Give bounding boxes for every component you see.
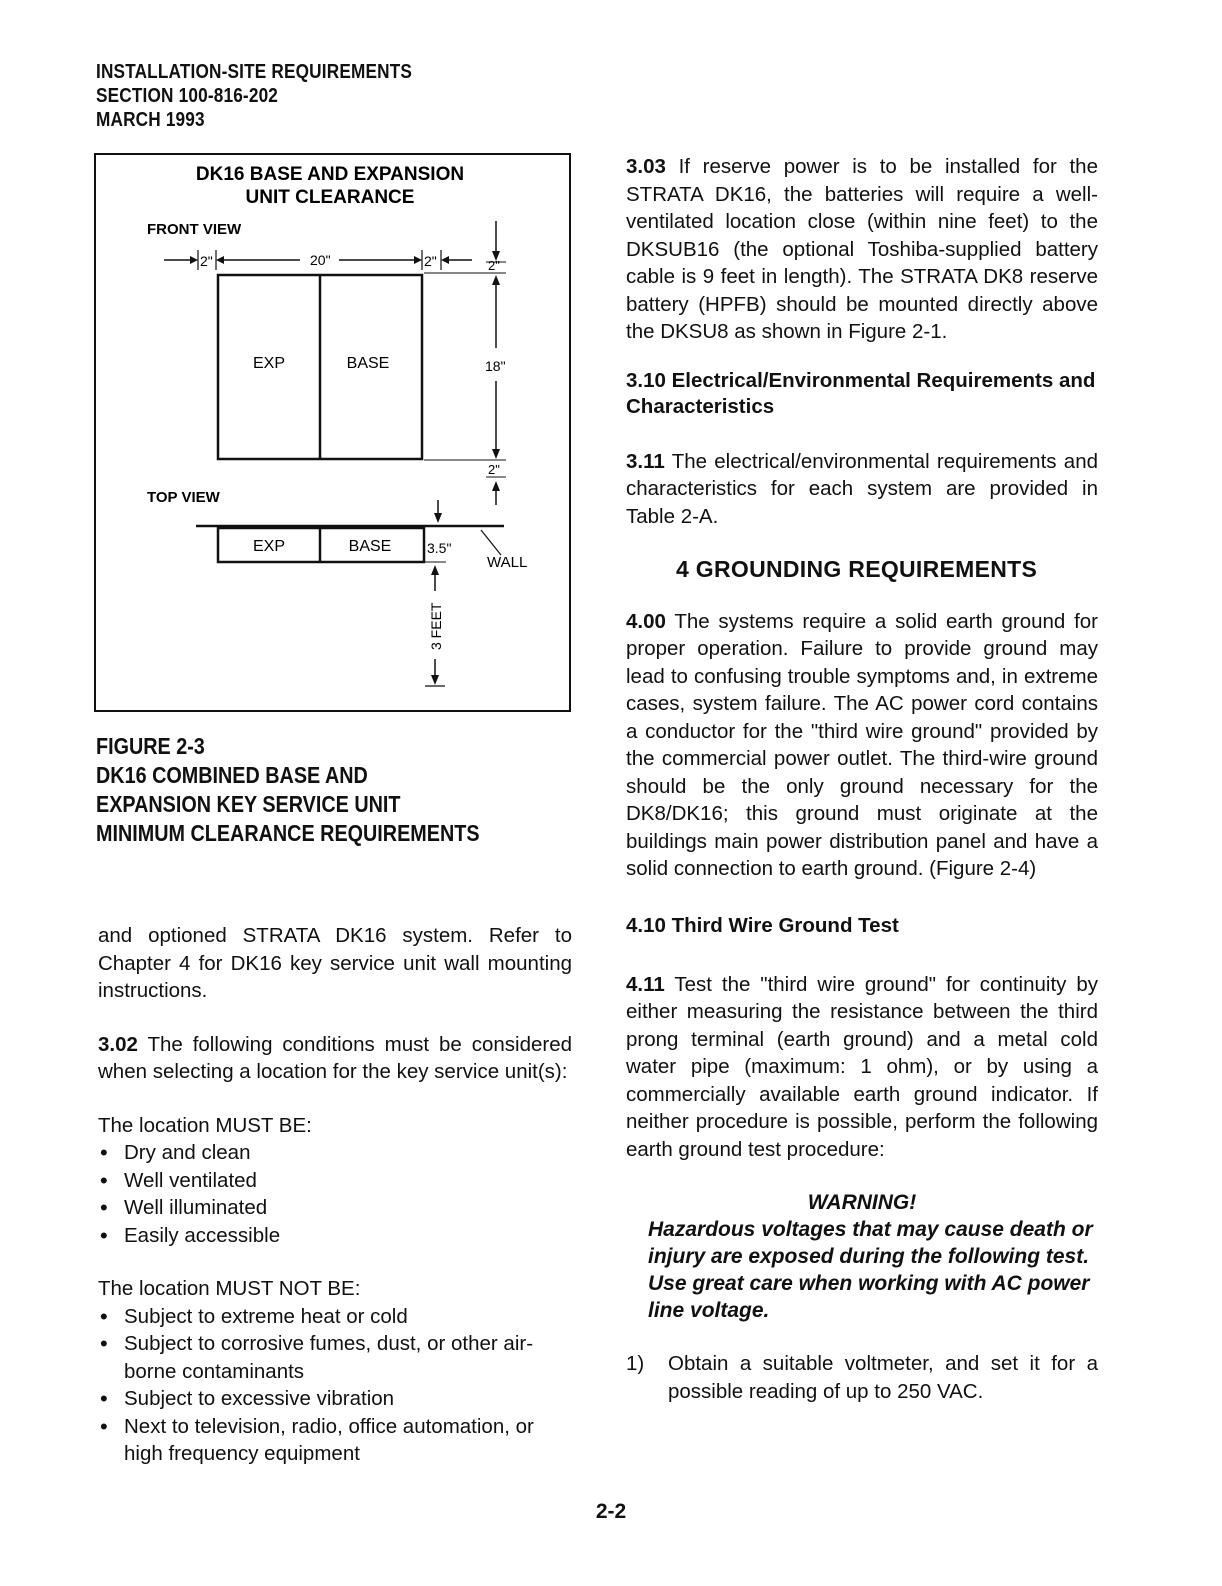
list-item: • Subject to corrosive fumes, dust, or other air-borne contaminants [98, 1330, 572, 1385]
warning-text: Hazardous voltages that may cause death or injury are exposed during the following test. Use great care when working with AC power line voltage. [648, 1218, 1093, 1322]
section-heading-grounding: 4 GROUNDING REQUIREMENTS [676, 556, 1038, 582]
paragraph-text: The electrical/environmental requirements and characteristics for each system are provided in Table 2-A. [626, 449, 1098, 528]
dim-width: 20" [310, 252, 331, 268]
top-view-label: TOP VIEW [147, 489, 220, 506]
warning-title: WARNING! [807, 1191, 917, 1214]
procedure-step [626, 1350, 1098, 1405]
must-be-intro: The location MUST BE: [98, 1113, 312, 1137]
document-header [96, 60, 412, 132]
paragraph-text: The systems require a solid earth ground for proper operation. Failure to provide ground may lead to confusing trouble symptoms and, in extreme cases, system failure. The AC power cord contains a conductor for the "third wire ground" provided by the commercial power outlet. The third-wire ground should be the only ground necessary for the DK8/DK16; this ground must originate at the buildings main power distribution panel and have a solid connection to earth ground. (Figure 2-4) [626, 609, 1098, 880]
dim-bottom-clear: 2" [488, 462, 500, 477]
must-not-intro: The location MUST NOT BE: [98, 1277, 361, 1300]
caption-figure-number: FIGURE 2-3 [96, 733, 205, 759]
paragraph-number: 4.11 [626, 972, 665, 996]
paragraph-number: 3.02 [98, 1032, 138, 1056]
page-number: 2-2 [595, 1500, 627, 1523]
figure-title-line1: DK16 BASE AND EXPANSION [195, 164, 465, 185]
dim-left-gap: 2" [200, 253, 213, 269]
list-item: • Dry and clean [98, 1139, 572, 1167]
list-item: • Well illuminated [98, 1194, 572, 1222]
list-item: • Well ventilated [98, 1167, 572, 1195]
paragraph-number: 3.03 [626, 155, 666, 178]
dim-top-clear: 2" [488, 258, 500, 273]
list-item: • Subject to extreme heat or cold [98, 1303, 572, 1331]
front-base-label: BASE [346, 355, 390, 372]
top-exp-label: EXP [252, 538, 286, 555]
list-item: • Next to television, radio, office automation, or high frequency equipment [98, 1413, 572, 1468]
paragraph-3-11 [626, 448, 1098, 531]
must-not-list [98, 1303, 572, 1468]
dim-floor: 3 FEET [428, 602, 444, 650]
continued-paragraph: and optioned STRATA DK16 system. Refer to Chapter 4 for DK16 key service unit wall mounting instructions. [98, 924, 572, 1002]
paragraph-4-11 [626, 971, 1098, 1164]
heading-3-10: 3.10 Electrical/Environmental Requirements and Characteristics [626, 368, 1096, 418]
front-exp-label: EXP [252, 355, 286, 372]
paragraph-text: The following conditions must be considered when selecting a location for the key service unit(s): [98, 1032, 572, 1083]
wall-label: WALL [487, 554, 528, 571]
dim-depth: 3.5" [427, 540, 452, 556]
right-column [626, 153, 1098, 1405]
caption-line: MINIMUM CLEARANCE REQUIREMENTS [96, 820, 480, 846]
front-view-label: FRONT VIEW [147, 221, 242, 238]
paragraph-number: 3.11 [626, 449, 665, 473]
paragraph-number: 4.00 [626, 609, 666, 633]
paragraph-4-00 [626, 608, 1098, 883]
header-title: INSTALLATION-SITE REQUIREMENTS [96, 61, 413, 83]
dim-right-gap: 2" [424, 253, 437, 269]
caption-line: EXPANSION KEY SERVICE UNIT [96, 791, 401, 817]
paragraph-3-03 [626, 153, 1098, 346]
header-section: SECTION 100-816-202 [96, 85, 279, 107]
top-base-label: BASE [348, 538, 392, 555]
paragraph-3-02 [98, 1031, 572, 1086]
step-number: 1) [626, 1352, 645, 1375]
step-text: Obtain a suitable voltmeter, and set it for a possible reading of up to 250 VAC. [668, 1352, 1098, 1403]
must-be-list [98, 1139, 572, 1249]
caption-line: DK16 COMBINED BASE AND [96, 762, 368, 788]
paragraph-text: Test the "third wire ground" for continuity by either measuring the resistance between the third prong terminal (earth ground) and a metal cold water pipe (maximum: 1 ohm), or by using a commercially available earth ground indicator. If neither procedure is possible, perform the following earth ground test procedure: [626, 972, 1098, 1161]
clearance-figure [94, 153, 572, 713]
left-column [98, 922, 572, 1468]
header-date: MARCH 1993 [96, 109, 205, 131]
list-item: • Easily accessible [98, 1222, 572, 1250]
dim-height: 18" [485, 358, 506, 374]
figure-caption [96, 732, 480, 848]
paragraph-text: If reserve power is to be installed for the STRATA DK16, the batteries will require a well-ventilated location close (within nine feet) to the DKSUB16 (the optional Toshiba-supplied battery cable is 9 feet in length). The STRATA DK8 reserve battery (HPFB) should be mounted directly above the DKSU8 as shown in Figure 2-1. [626, 155, 1098, 343]
list-item: • Subject to excessive vibration [98, 1385, 572, 1413]
heading-4-10: 4.10 Third Wire Ground Test [626, 913, 899, 937]
figure-title-line2: UNIT CLEARANCE [245, 187, 415, 208]
warning-box [626, 1189, 1098, 1324]
